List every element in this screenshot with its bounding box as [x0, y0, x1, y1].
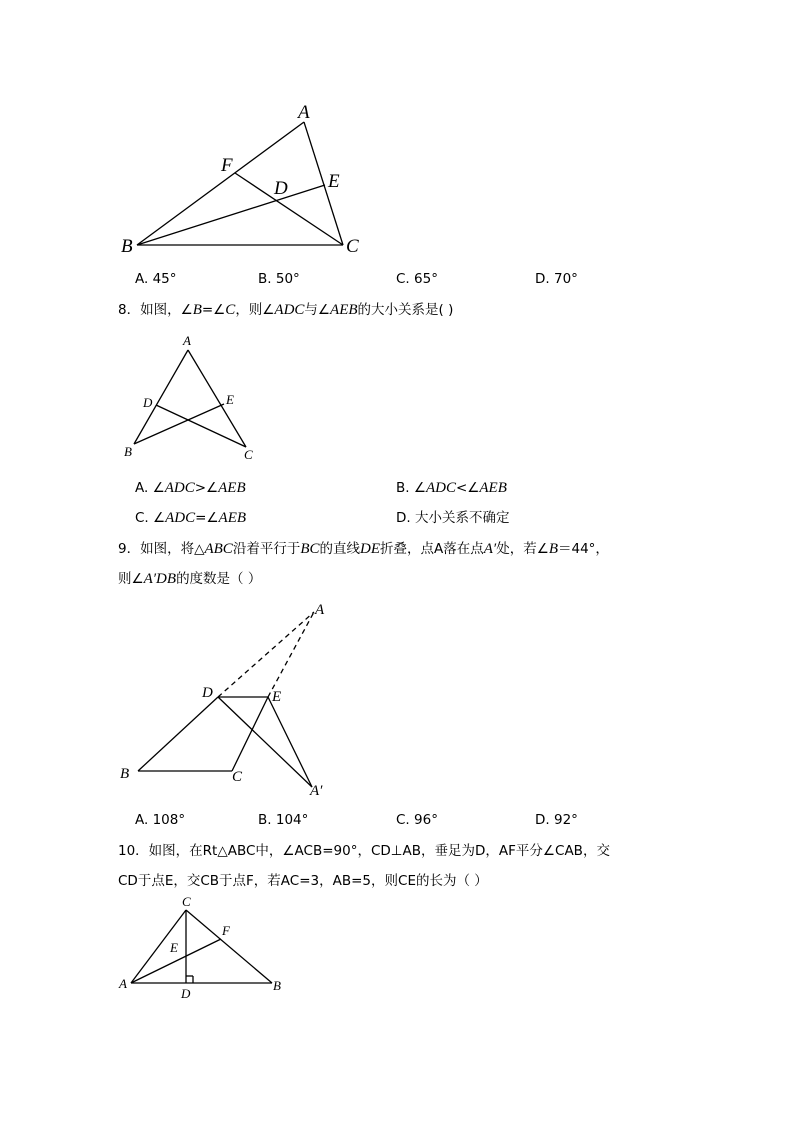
q8-label-A: A — [183, 333, 191, 348]
q7-option-b: B. 50° — [258, 271, 300, 287]
q9-option-b: B. 104° — [258, 812, 309, 828]
q8-label-D: D — [143, 395, 153, 410]
q7-label-B: B — [121, 236, 133, 257]
q9-label-C: C — [232, 769, 243, 785]
q9-stem-line-1: 9．如图，将△ABC沿着平行于BC的直线DE折叠，点A落在点A′处，若∠B＝44°， — [118, 541, 609, 557]
q10-label-A: A — [119, 976, 127, 991]
q8-option-c: C. ∠ADC=∠AEB — [135, 510, 247, 526]
q10-label-F: F — [222, 923, 230, 938]
q9-stem-line-2: 则∠A′DB的度数是（ ） — [118, 571, 262, 587]
q10-label-E: E — [170, 940, 178, 955]
q9-option-d: D. 92° — [535, 812, 578, 828]
q7-label-C: C — [346, 236, 359, 257]
q7-option-c: C. 65° — [396, 271, 438, 287]
q8-label-E: E — [226, 392, 234, 407]
q8-option-b: B. ∠ADC<∠AEB — [396, 480, 507, 496]
q9-label-B: B — [120, 766, 130, 782]
q8-option-d: D. 大小关系不确定 — [396, 510, 510, 526]
q7-option-d: D. 70° — [535, 271, 578, 287]
q7-option-a: A. 45° — [135, 271, 177, 287]
q9-option-a: A. 108° — [135, 812, 186, 828]
q7-label-D: D — [274, 178, 288, 199]
q9-label-E: E — [272, 689, 282, 705]
q9-label-D: D — [202, 685, 213, 701]
q10-segment-CB — [186, 910, 272, 983]
q9-label-A: A — [315, 602, 325, 618]
q10-stem-line-1: 10．如图，在Rt△ABC中，∠ACB=90°，CD⊥AB，垂足为D，AF平分∠CAB，交 — [118, 843, 610, 859]
q10-label-C: C — [182, 894, 191, 909]
q8-label-C: C — [244, 447, 253, 462]
q10-label-D: D — [181, 986, 191, 1001]
q9-option-c: C. 96° — [396, 812, 438, 828]
q9-label-A-prime: A′ — [310, 783, 323, 799]
q10-stem-line-2: CD于点E，交CB于点F，若AC=3，AB=5，则CE的长为（ ） — [118, 873, 488, 889]
q8-stem: 8．如图，∠B=∠C，则∠ADC与∠AEB的大小关系是( ) — [118, 302, 454, 318]
q10-label-B: B — [273, 978, 281, 993]
q8-label-B: B — [124, 444, 132, 459]
q7-label-E: E — [328, 171, 340, 192]
q7-label-F: F — [221, 155, 233, 176]
q8-option-a: A. ∠ADC>∠AEB — [135, 480, 246, 496]
q7-label-A: A — [298, 102, 310, 123]
